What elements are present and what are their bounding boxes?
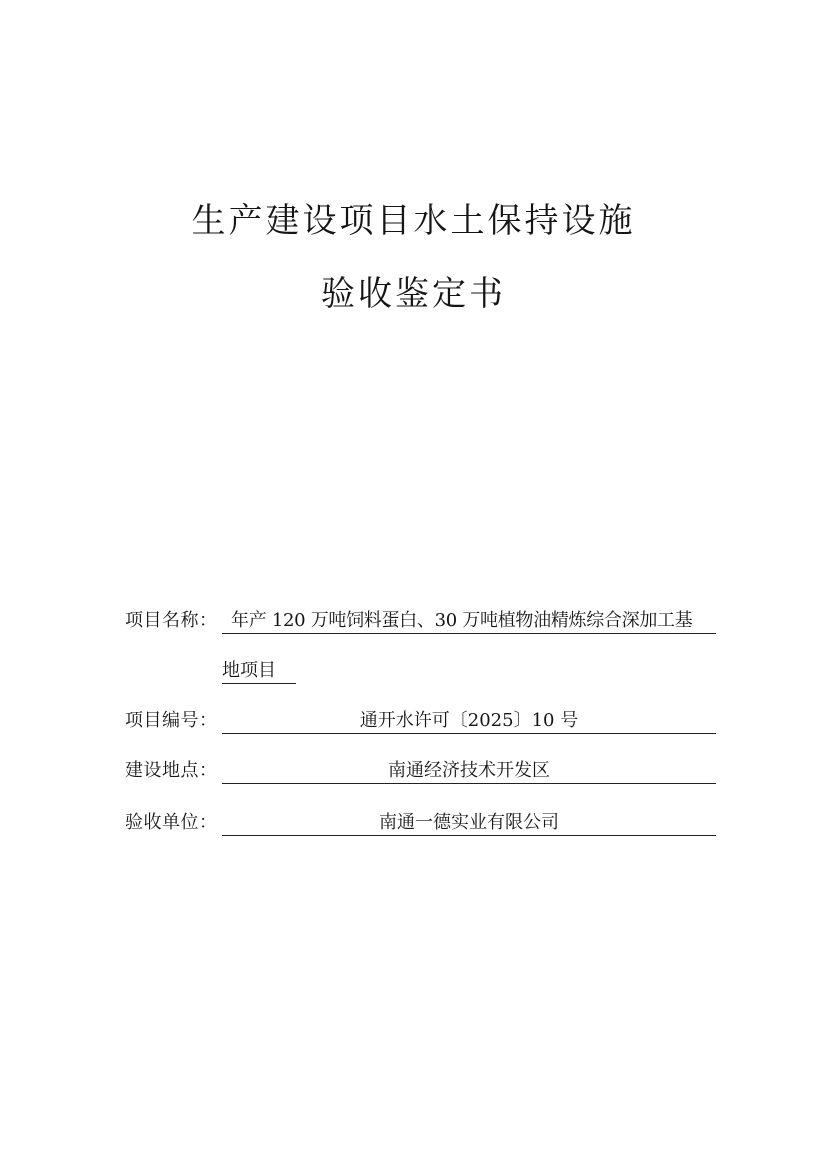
document-title-line-1: 生产建设项目水土保持设施 (191, 201, 636, 241)
acceptance-unit-label: 验收单位： (125, 812, 218, 833)
project-name-value-line-1 (222, 608, 716, 634)
location-value: 南通经济技术开发区 (222, 758, 716, 784)
project-code-label: 项目编号： (125, 710, 218, 731)
project-name-value-line-2: 地项目 (222, 658, 296, 684)
project-code-value: 通开水许可〔2025〕10 号 (222, 708, 716, 734)
project-name-label: 项目名称： (125, 610, 218, 631)
document-title-line-2: 验收鉴定书 (321, 274, 506, 314)
location-label: 建设地点： (125, 760, 218, 781)
acceptance-unit-value: 南通一德实业有限公司 (222, 810, 716, 836)
project-name-value-line-1-text: 年产 120 万吨饲料蛋白、30 万吨植物油精炼综合深加工基 (231, 610, 693, 631)
